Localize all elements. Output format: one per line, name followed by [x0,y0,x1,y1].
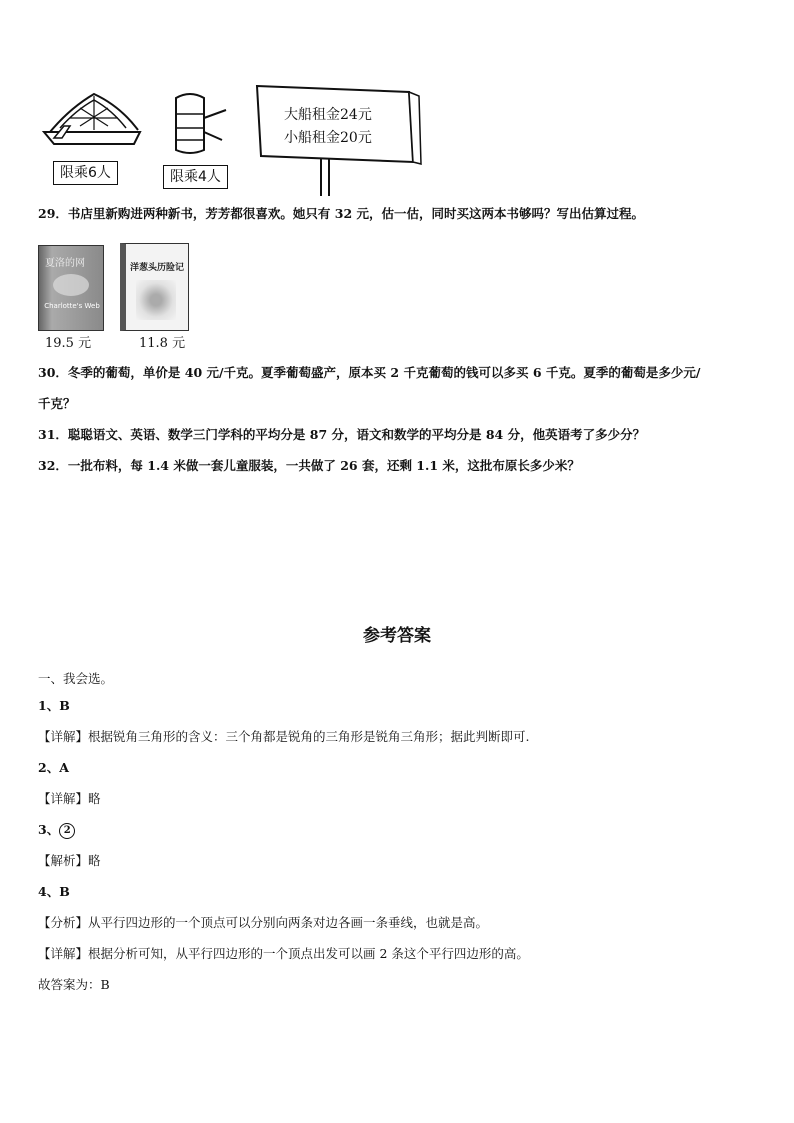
question-30-line2: 千克？ [38,396,76,411]
big-boat-illustration [40,82,148,152]
book1-illustration [53,274,89,296]
answer-3-circled-number: 2 [59,823,75,839]
answer-1: 1、B [38,698,70,713]
book2-illustration [136,280,176,320]
small-boat-illustration [168,88,234,156]
answer-4: 4、B [38,884,70,899]
small-boat-capacity-label: 限乘4人 [163,165,228,189]
question-30-line1: 30．冬季的葡萄，单价是 40 元/千克。夏季葡萄盛产，原本买 2 千克葡萄的钱可以多买 6 千克。夏季的葡萄是多少元/ [38,365,701,380]
book2-title: 洋葱头历险记 [130,263,185,273]
book1-price: 19.5 元 [45,336,92,351]
answers-section-1: 一、我会选。 [38,671,114,686]
answer-3 [38,821,75,839]
book1-subtitle: Charlotte's Web [44,302,100,310]
question-32: 32．一批布料，每 1.4 米做一套儿童服装，一共做了 26 套，还剩 1.1 米，这批布原长多少米？ [38,458,580,473]
question-31: 31．聪聪语文、英语、数学三门学科的平均分是 87 分，语文和数学的平均分是 84 分，他英语考了多少分？ [38,427,646,442]
answers-title: 参考答案 [363,626,431,646]
sign-small-boat-price: 小船租金20元 [284,130,372,146]
answer-2: 2、A [38,760,69,775]
answer-2-detail: 【详解】略 [38,791,101,806]
book-onion-adventure-cover [120,243,189,331]
answer-4-analysis: 【分析】从平行四边形的一个顶点可以分别向两条对边各画一条垂线，也就是高。 [38,915,489,930]
answer-4-conclusion: 故答案为：B [38,977,110,992]
answer-1-detail: 【详解】根据锐角三角形的含义：三个角都是锐角的三角形是锐角三角形；据此判断即可. [38,729,530,744]
book2-price: 11.8 元 [139,336,186,351]
big-boat-capacity-label: 限乘6人 [53,161,118,185]
sign-big-boat-price: 大船租金24元 [284,107,372,123]
book1-title: 夏洛的网 [45,258,85,269]
book-charlottes-web-cover [38,245,104,331]
answer-3-prefix: 3、 [38,822,60,837]
answer-4-detail: 【详解】根据分析可知，从平行四边形的一个顶点出发可以画 2 条这个平行四边形的高。 [38,946,529,961]
answer-3-detail: 【解析】略 [38,853,101,868]
question-29: 29．书店里新购进两种新书，芳芳都很喜欢。她只有 32 元，估一估，同时买这两本书够吗？写出估算过程。 [38,206,644,221]
